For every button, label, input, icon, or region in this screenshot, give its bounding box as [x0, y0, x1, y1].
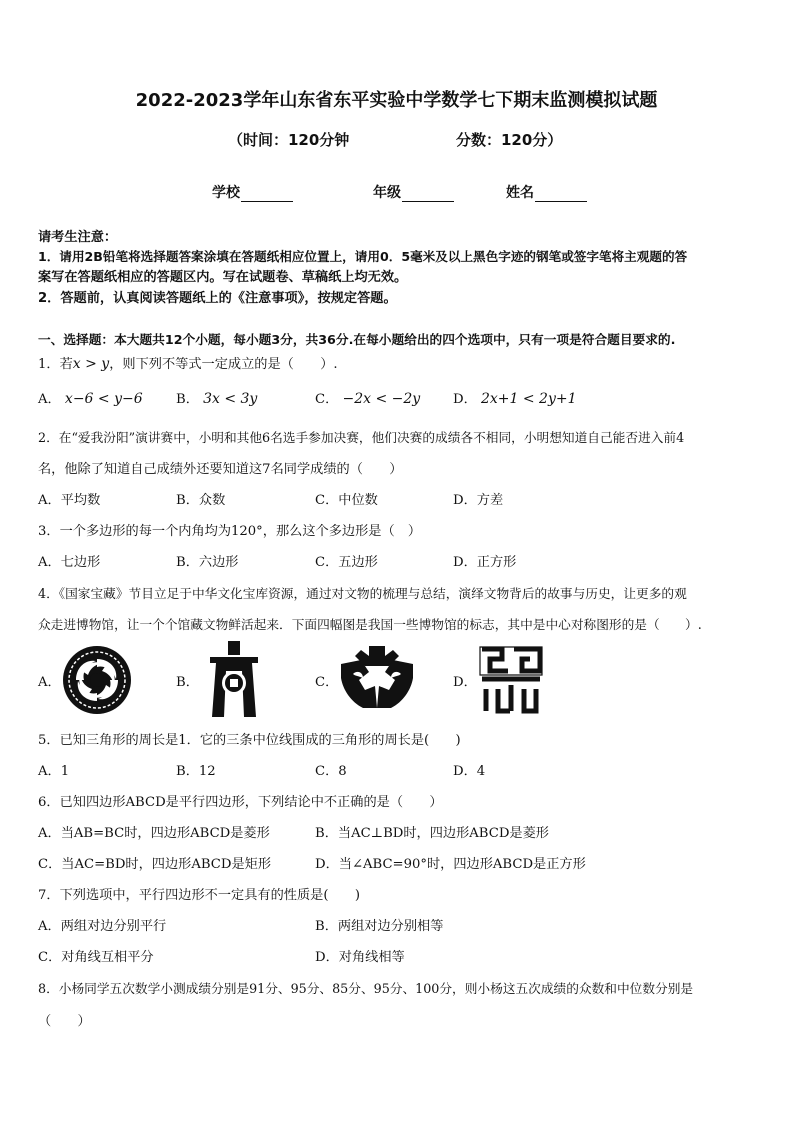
name-blank	[535, 187, 587, 202]
option-math: −2x < −2y	[342, 391, 421, 407]
q3-option-a: A．七边形	[38, 555, 101, 570]
q2-line1: 2．在“爱我汾阳”演讲赛中，小明和其他6名选手参加决赛，他们决赛的成绩各不相同，小明想知道自己能否进入前4	[38, 430, 685, 445]
school-blank	[241, 187, 293, 202]
q8-line1: 8．小杨同学五次数学小测成绩分别是91分、95分、85分、95分、100分，则小杨这五次成绩的众数和中位数分别是	[38, 981, 694, 996]
q1-stem-b: ，则下列不等式一定成立的是（ ）.	[109, 357, 338, 372]
circular-swirl-logo-icon	[62, 645, 132, 715]
q1-option-d	[453, 388, 577, 407]
score-label: 分数：120分）	[456, 131, 563, 149]
q5-option-b: B．12	[176, 764, 216, 779]
school-field	[212, 182, 293, 202]
page-title: 2022-2023学年山东省东平实验中学数学七下期末监测模拟试题	[135, 90, 658, 111]
time-label: （时间：120分钟	[228, 131, 350, 149]
option-label: A．	[38, 392, 61, 407]
q5-option-d: D．4	[453, 764, 486, 779]
q1-stem-a: 1．若	[38, 357, 73, 372]
option-math: 2x+1 < 2y+1	[480, 391, 577, 407]
option-label: C．	[315, 392, 339, 407]
option-math: 3x < 3y	[203, 391, 258, 407]
q2-option-d: D．方差	[453, 493, 504, 508]
q3-stem: 3．一个多边形的每一个内角均为120°，那么这个多边形是（ ）	[38, 524, 422, 539]
q1-condition: x > y	[72, 356, 110, 372]
q7-option-b: B．两组对边分别相等	[315, 919, 444, 934]
option-label: B．	[176, 392, 199, 407]
q7-option-c: C．对角线互相平分	[38, 950, 154, 965]
q2-option-c: C．中位数	[315, 493, 378, 508]
q7-option-d: D．对角线相等	[315, 950, 405, 965]
q2-option-b: B．众数	[176, 493, 226, 508]
q8-line2: （ ）	[38, 1014, 91, 1029]
q6-option-b: B．当AC⊥BD时，四边形ABCD是菱形	[315, 826, 549, 841]
q5-option-c: C．8	[315, 764, 347, 779]
q4-option-d: D．	[453, 675, 477, 690]
option-math: x−6 < y−6	[64, 391, 143, 407]
q3-option-b: B．六边形	[176, 555, 239, 570]
q4-line2: 众走进博物馆，让一个个馆藏文物鲜活起来．下面四幅图是我国一些博物馆的标志，其中是中心对称图形的是（ ）.	[38, 617, 702, 632]
q6-option-a: A．当AB=BC时，四边形ABCD是菱形	[38, 826, 270, 841]
name-label: 姓名	[506, 185, 534, 201]
notice-line1: 1．请用2B铅笔将选择题答案涂填在答题纸相应位置上，请用0．5毫米及以上黑色字迹的钢笔或签字笔将主观题的答	[38, 249, 688, 264]
q4-option-c: C．	[315, 675, 339, 690]
maze-glyph-logo-icon	[478, 645, 544, 715]
q2-option-a: A．平均数	[38, 493, 101, 508]
notice-heading: 请考生注意：	[38, 230, 118, 245]
q1-option-b	[176, 388, 257, 407]
q5-option-a: A．1	[38, 764, 70, 779]
coin-gate-logo-icon	[202, 641, 266, 717]
grade-field	[373, 182, 454, 202]
option-label: D．	[453, 392, 477, 407]
notice-line2: 案写在答题纸相应的答题区内。写在试题卷、草稿纸上均无效。	[38, 270, 408, 285]
q1-stem	[38, 353, 338, 372]
school-label: 学校	[212, 185, 240, 201]
name-field	[506, 182, 587, 202]
q1-option-a	[38, 388, 143, 407]
q3-option-c: C．五边形	[315, 555, 378, 570]
q6-option-d: D．当∠ABC=90°时，四边形ABCD是正方形	[315, 857, 586, 872]
q4-option-b: B．	[176, 675, 199, 690]
grade-label: 年级	[373, 185, 401, 201]
q6-stem: 6．已知四边形ABCD是平行四边形，下列结论中不正确的是（ ）	[38, 795, 443, 810]
grade-blank	[402, 187, 454, 202]
q1-option-c	[315, 388, 420, 407]
q7-stem: 7．下列选项中，平行四边形不一定具有的性质是( )	[38, 888, 360, 903]
section-heading: 一、选择题：本大题共12个小题，每小题3分，共36分.在每小题给出的四个选项中，只有一项是符合题目要求的.	[38, 332, 676, 347]
q6-option-c: C．当AC=BD时，四边形ABCD是矩形	[38, 857, 272, 872]
notice-line3: 2．答题前，认真阅读答题纸上的《注意事项》，按规定答题。	[38, 291, 397, 306]
q4-line1: 4．《国家宝藏》节目立足于中华文化宝库资源，通过对文物的梳理与总结，演绎文物背后的故事与历史，让更多的观	[38, 586, 687, 601]
q7-option-a: A．两组对边分别平行	[38, 919, 167, 934]
q5-stem: 5．已知三角形的周长是1．它的三条中位线围成的三角形的周长是( )	[38, 733, 461, 748]
q3-option-d: D．正方形	[453, 555, 517, 570]
mask-logo-icon	[339, 644, 415, 710]
q4-option-a: A．	[38, 675, 61, 690]
q2-line2: 名，他除了知道自己成绩外还要知道这7名同学成绩的（ ）	[38, 462, 403, 477]
